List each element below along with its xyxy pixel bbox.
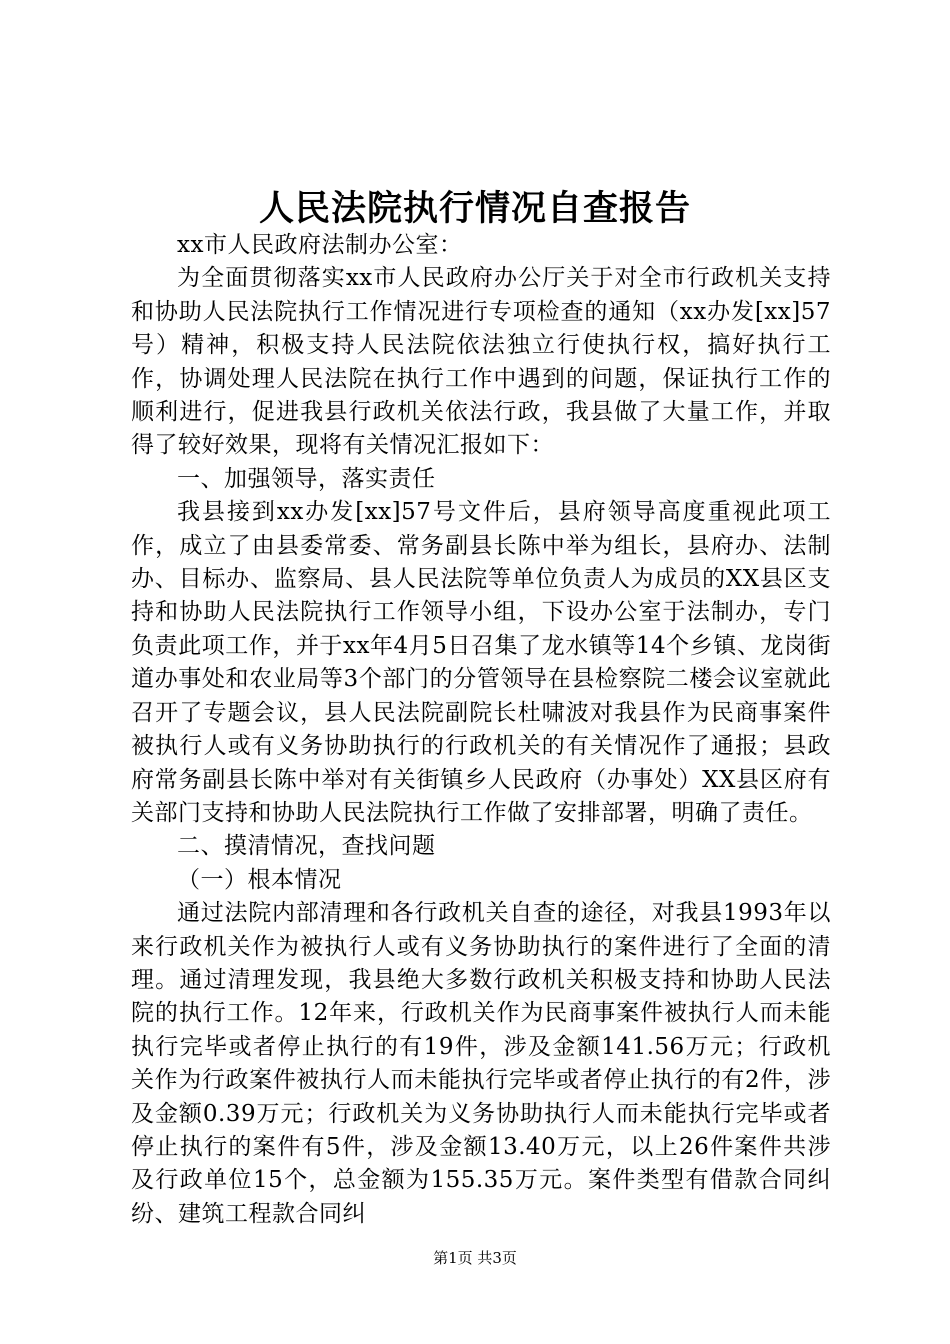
section-heading-1: 一、加强领导，落实责任: [177, 465, 436, 492]
subsection-heading-1: （一）根本情况: [177, 866, 342, 893]
salutation-paragraph: xx市人民政府法制办公室：: [177, 232, 463, 258]
subsection-1-paragraph: 通过法院内部清理和各行政机关自查的途径，对我县1993年以来行政机关作为被执行人或有义务协助执行的案件进行了全面的清理。通过清理发现，我县绝大多数行政机关积极支持和协助人民法院的执行工作。12年来，行政机关作为民商事案件被执行人而未能执行完毕或者停止执行的有19件，涉及金额141.56万元；行政机关作为行政案件被执行人而未能执行完毕或者停止执行的有2件，涉及金额0.39万元；行政机关为义务协助执行人而未能执行完毕或者停止执行的案件有5件，涉及金额13.40万元，以上26件案件共涉及行政单位15个，总金额为155.35万元。案件类型有借款合同纠纷、建筑工程款合同纠: [131, 900, 831, 1227]
section-1-paragraph: 我县接到xx办发[xx]57号文件后，县府领导高度重视此项工作，成立了由县委常委、常务副县长陈中举为组长，县府办、法制办、目标办、监察局、县人民法院等单位负责人为成员的XX县区支持和协助人民法院执行工作领导小组，下设办公室于法制办，专门负责此项工作，并于xx年4月5日召集了龙水镇等14个乡镇、龙岗街道办事处和农业局等3个部门的分管领导在县检察院二楼会议室就此召开了专题会议，县人民法院副院长杜啸波对我县作为民商事案件被执行人或有义务协助执行的行政机关的有关情况作了通报；县政府常务副县长陈中举对有关街镇乡人民政府（办事处）XX县区府有关部门支持和协助人民法院执行工作做了安排部署，明确了责任。: [131, 499, 831, 826]
document-body: [131, 229, 831, 1231]
page-footer: 第1页 共3页: [433, 1249, 517, 1267]
document-title: 人民法院执行情况自查报告: [258, 188, 691, 229]
intro-paragraph: 为全面贯彻落实xx市人民政府办公厅关于对全市行政机关支持和协助人民法院执行工作情况进行专项检查的通知（xx办发[xx]57号）精神，积极支持人民法院依法独立行使执行权，搞好执行工作，协调处理人民法院在执行工作中遇到的问题，保证执行工作的顺利进行，促进我县行政机关依法行政，我县做了大量工作，并取得了较好效果，现将有关情况汇报如下：: [131, 265, 831, 459]
section-heading-2: 二、摸清情况，查找问题: [177, 833, 436, 860]
